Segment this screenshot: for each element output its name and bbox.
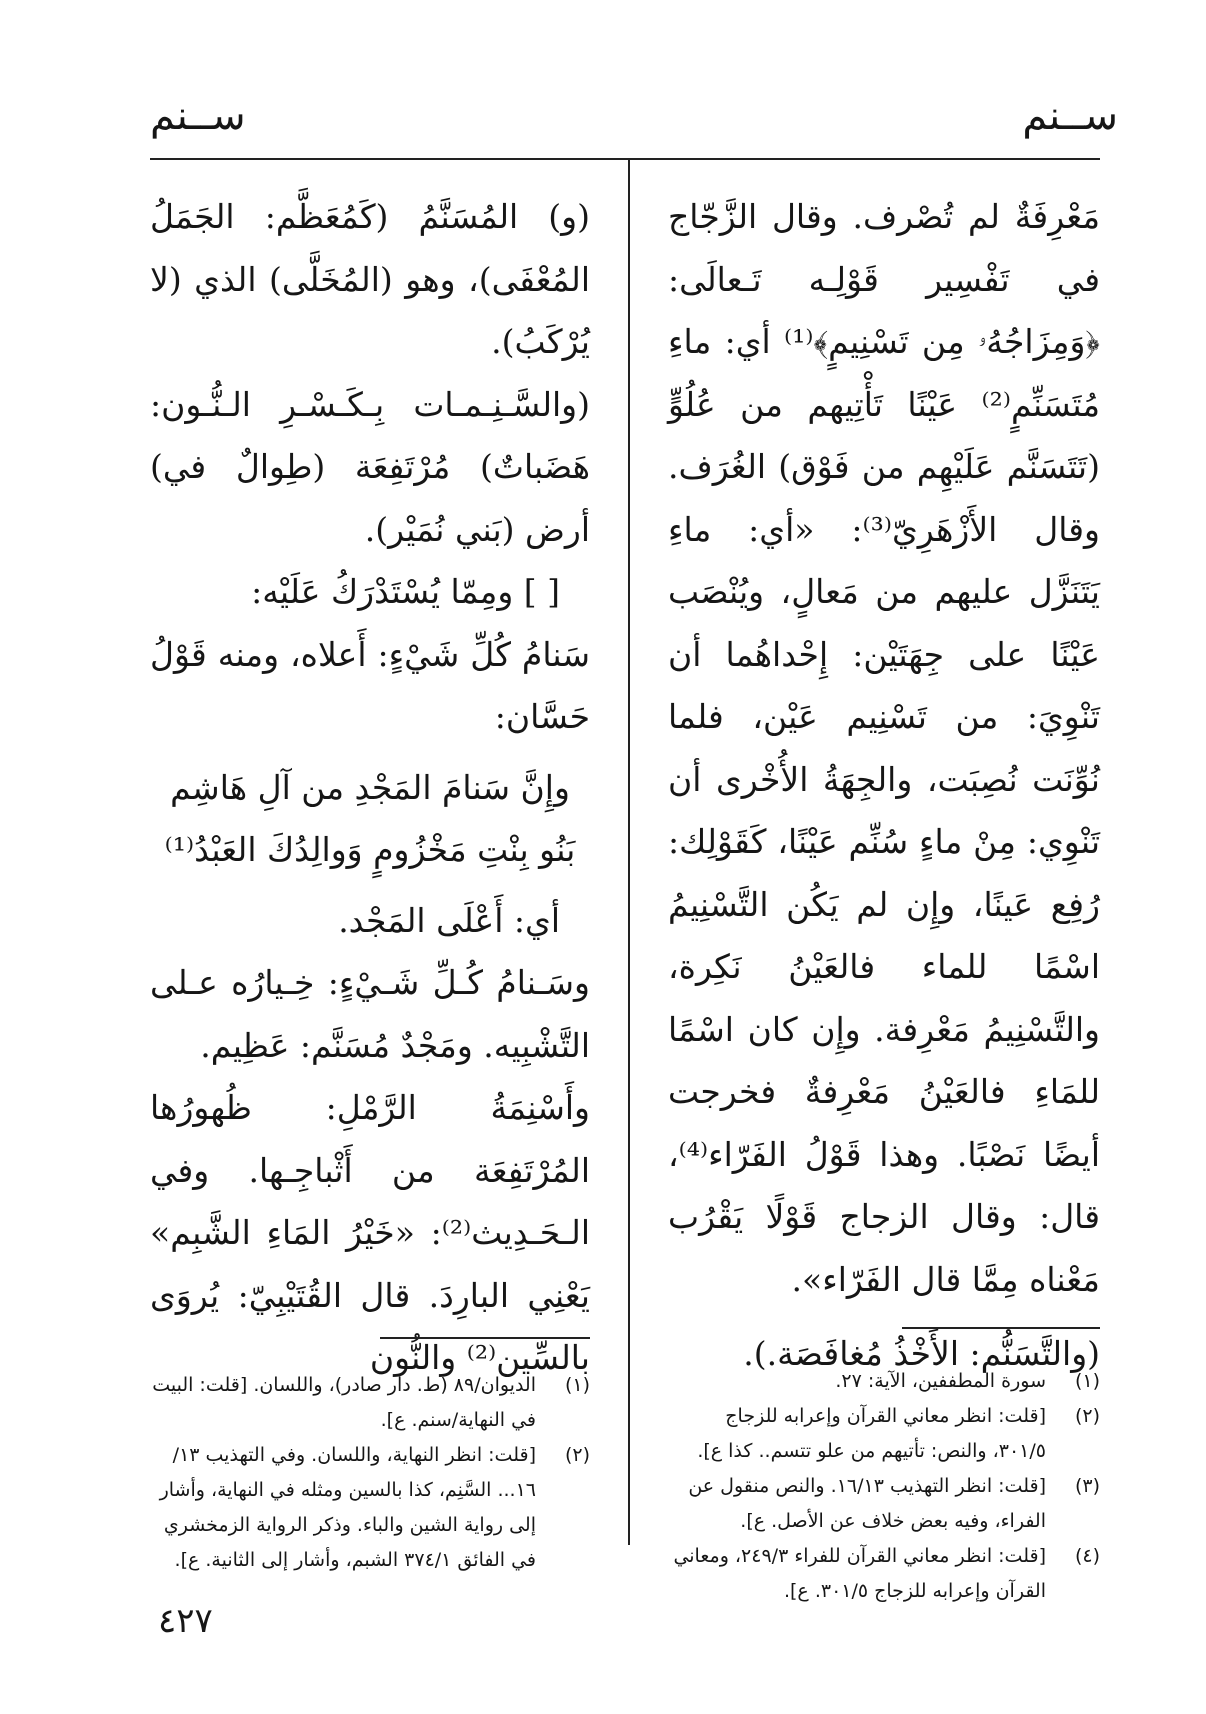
- left-footnotes: [150, 1368, 590, 1578]
- left-column-paragraph: سَنامُ كُلِّ شَيْءٍ: أَعلاه، ومنه قَوْلُ حَسَّان:: [150, 634, 590, 736]
- footnote-number: (٢): [1074, 1405, 1100, 1427]
- footnote-rule-right: [902, 1327, 1100, 1329]
- footnote: [668, 1539, 1100, 1609]
- footnote-number: (٣): [1074, 1475, 1100, 1497]
- left-column-paragraph: (و) المُسَنَّمُ (كَمُعَظَّم: الجَمَلُ المُعْفَى)، وهو (المُخَلَّى) الذي (لا يُرْكَبُ).: [150, 197, 590, 361]
- column-divider: [628, 160, 630, 1545]
- poetry-verse-line: بَنُو بِنْتِ مَخْزُومٍ وَوالِدُكَ العَبْدُ⁽¹⁾: [164, 830, 576, 869]
- running-header-left: ســنم: [150, 93, 246, 139]
- poetry-verse-line: وإِنَّ سَنامَ المَجْدِ من آلِ هَاشِم: [170, 767, 570, 807]
- footnote-number: (٢): [564, 1444, 590, 1466]
- footnote-text: الديوان/٨٩ (ط. دار صادر)، واللسان. [قلت: البيت في النهاية/سنم. ع].: [152, 1374, 536, 1431]
- footnote: [668, 1364, 1100, 1399]
- footnote-text: [قلت: انظر التهذيب ١٦/١٣. والنص منقول عن الفراء، وفيه بعض خلاف عن الأصل. ع].: [688, 1475, 1046, 1532]
- left-column-paragraph: (والسَّـنِـمـات بِـكَـسْـرِ الـنُّـون: هَضَباتٌ) مُرْتَفِعَة (طِوالٌ في) أرض (بَني نُمَيْر).: [150, 384, 590, 549]
- right-column-paragraph: مَعْرِفَةٌ لم تُصْرف. وقال الزَّجّاج في تَفْسِير قَوْلِـه تَـعالَى: ﴿وَمِزَاجُهُۥ مِن تَسْنِيمٍ﴾⁽¹⁾ أي: ماءِ مُتَسَنِّمٍ⁽²⁾ عَيْنًا تَأْتِيهم من عُلُوٍّ (تَتَسَنَّم عَلَيْهِم من فَوْق) الغُرَف. وقال الأَزْهَرِيّ⁽³⁾: «أي: ماءِ يَتَنَزَّل عليهم من مَعالٍ، ويُنْصَب عَيْنًا على جِهَتَيْن: إِحْداهُما أن تَنْوِيَ: من تَسْنِيم عَيْن، فلما نُوِّنَت نُصِبَت، والجِهَةُ الأُخْرى أن تَنْوِي: مِنْ ماءٍ سُنِّم عَيْنًا، كَقَوْلِك: رُفِع عَينًا، وإِن لم يَكُن التَّسْنِيمُ اسْمًا للماء فالعَيْنُ نَكِرة، والتَّسْنِيمُ مَعْرِفة. وإِن كان اسْمًا للمَاءِ فالعَيْنُ مَعْرِفةٌ فخرجت أيضًا نَصْبًا. وهذا قَوْلُ الفَرّاء⁽⁴⁾، قال: وقال الزجاج قَوْلًا يَقْرُب مَعْناه مِمَّا قال الفَرّاء».: [668, 197, 1101, 1299]
- footnote: [668, 1399, 1100, 1469]
- page-number: ٤٢٧: [158, 1601, 213, 1641]
- left-column-paragraph: وأَسْنِمَةُ الرَّمْلِ: ظُهورُها المُرْتَفِعَة من أَثْباجِـها. وفي الـحَـدِيث⁽²⁾: «خَيْرُ المَاءِ الشَّبِم» يَعْنِي البارِدَ. قال القُتَيْبِيّ: يُروَى بالسِّين⁽²⁾ والنُّون: [150, 1088, 590, 1377]
- header-rule: [150, 158, 1100, 160]
- left-column-paragraph: [ ] ومِمّا يُسْتَدْرَكُ عَلَيْه:: [251, 572, 560, 611]
- footnote-number: (١): [564, 1374, 590, 1396]
- right-footnotes: [668, 1364, 1100, 1609]
- footnote-number: (٤): [1074, 1545, 1100, 1567]
- left-column: [150, 186, 590, 1390]
- footnote-text: [قلت: انظر معاني القرآن للفراء ٢٤٩/٣، ومعاني القرآن وإعرابه للزجاج ٣٠١/٥. ع].: [673, 1545, 1046, 1602]
- right-column-paragraph: (والتَّسَنُّم: الأَخْذُ مُغافَصَة.).: [743, 1334, 1100, 1373]
- left-column-paragraph: وسَـنامُ كُـلِّ شَـيْءٍ: خِـيارُه عـلى التَّشْبِيه. ومَجْدٌ مُسَنَّم: عَظِيم.: [150, 963, 590, 1065]
- footnote: [150, 1368, 590, 1438]
- footnote: [150, 1438, 590, 1578]
- running-header-right: ســنم: [1022, 93, 1118, 139]
- footnote-number: (١): [1074, 1370, 1100, 1392]
- footnote-text: [قلت: انظر النهاية، واللسان. وفي التهذيب ١٣/ ١٦... السَّنِم، كذا بالسين ومثله في النهاية، وأشار إلى رواية الشين والباء. وذكر الرواية الزمخشري في الفائق ٣٧٤/١ الشبم، وأشار إلى الثانية. ع].: [159, 1444, 536, 1571]
- footnote-text: [قلت: انظر معاني القرآن وإعرابه للزجاج ٣٠١/٥، والنص: تأتيهم من علو تتسم.. كذا ع].: [697, 1405, 1046, 1462]
- footnote: [668, 1469, 1100, 1539]
- footnote-text: سورة المطففين، الآية: ٢٧.: [835, 1370, 1046, 1392]
- right-column: [668, 186, 1100, 1386]
- left-column-paragraph: أي: أَعْلَى المَجْد.: [338, 900, 560, 940]
- footnote-rule-left: [380, 1337, 590, 1339]
